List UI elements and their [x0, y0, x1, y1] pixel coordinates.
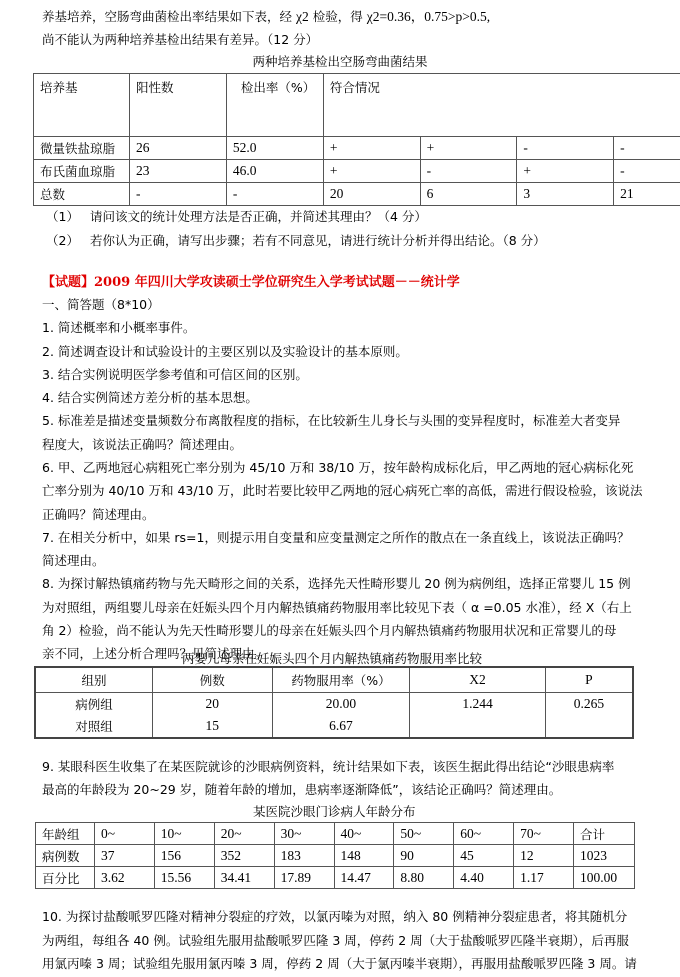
- header-cell: 组别: [35, 667, 153, 693]
- intro-line-1: [42, 8, 490, 26]
- cell: 17.89: [274, 867, 334, 889]
- cell: 1.17: [514, 867, 574, 889]
- cell: 百分比: [36, 867, 95, 889]
- cell: 3: [517, 183, 614, 206]
- subquestion-text: 若你认为正确，请写出步骤；若有不同意见，请进行统计分析并得出结论。（8 分）: [90, 233, 546, 248]
- cell: 8.80: [394, 867, 454, 889]
- intro-text-mid: 检验，得: [312, 9, 363, 24]
- header-cell: 0~: [94, 823, 154, 845]
- table-row: [34, 183, 680, 206]
- chi-square-statistic: χ2=0.36，0.75>p>0.5,: [366, 9, 491, 24]
- header-cell: 20~: [214, 823, 274, 845]
- cell: 352: [214, 845, 274, 867]
- cell: 14.47: [334, 867, 394, 889]
- table-header-row: [36, 823, 635, 845]
- table-header-row: [35, 667, 633, 693]
- cell: 46.0: [226, 160, 323, 183]
- question-9-line-1: 9. 某眼科医生收集了在某医院就诊的沙眼病例资料，统计结果如下表，该医生据此得出结论“沙眼患病率: [42, 759, 615, 774]
- cell: -: [614, 137, 680, 160]
- cell: +: [323, 137, 420, 160]
- cell: +: [323, 160, 420, 183]
- cell: 148: [334, 845, 394, 867]
- table1-caption: 两种培养基检出空肠弯曲菌结果: [252, 54, 428, 69]
- culture-medium-table: [33, 73, 680, 206]
- cell: 20: [323, 183, 420, 206]
- cell: 15: [153, 715, 272, 738]
- cell: 对照组: [75, 719, 113, 734]
- age-distribution-table: [35, 822, 635, 889]
- header-cell: 符合情况: [323, 74, 680, 137]
- question-8-line-1: 8. 为探讨解热镇痛药物与先天畸形之间的关系，选择先天性畸形婴儿 20 例为病例组，选择正常婴儿 15 例: [42, 576, 631, 591]
- cell: 6.67: [272, 715, 410, 738]
- cell: 21: [614, 183, 680, 206]
- table-row: [34, 137, 680, 160]
- section-heading: 一、简答题（8*10）: [42, 297, 160, 312]
- question-6-line-2: 亡率分别为 40/10 万和 43/10 万，此时若要比较甲乙两地的冠心病死亡率的高低，需进行假设检验，该说法: [42, 483, 643, 498]
- cell: 1023: [574, 845, 635, 867]
- intro-text: 养基培养，空肠弯曲菌检出率结果如下表，经: [42, 9, 293, 24]
- intro-line-2: 尚不能认为两种培养基检出结果有差异。（12 分）: [42, 32, 319, 47]
- cell: -: [129, 183, 226, 206]
- header-cell: 40~: [334, 823, 394, 845]
- header-cell: P: [545, 667, 633, 693]
- cell: 6: [420, 183, 517, 206]
- question-9-line-2: 最高的年龄段为 20~29 岁，随着年龄的增加，患病率逐渐降低”，该结论正确吗？简述理由。: [42, 782, 562, 797]
- cell: 37: [94, 845, 154, 867]
- table-row: [35, 693, 633, 716]
- cell: 3.62: [94, 867, 154, 889]
- header-cell: 70~: [514, 823, 574, 845]
- table-row: [34, 160, 680, 183]
- header-cell: 检出率（%）: [226, 74, 323, 137]
- cell: 布氏菌血琼脂: [34, 160, 130, 183]
- header-cell: 培养基: [34, 74, 130, 137]
- header-cell: 60~: [454, 823, 514, 845]
- question-10-line-2: 为两组，每组各 40 例。试验组先服用盐酸哌罗匹隆 3 周，停药 2 周（大于盐酸哌罗匹隆半衰期），后再服: [42, 933, 629, 948]
- cell: [410, 715, 545, 738]
- table-row: [35, 715, 633, 738]
- question-8-line-4: 亲不同，上述分析合理吗？见简述理由。: [42, 646, 268, 661]
- cell: 1.244: [410, 693, 545, 716]
- question-7-line-1: 7. 在相关分析中，如果 rs=1，则提示用自变量和应变量测定之所作的散点在一条直线上，该说法正确吗？: [42, 530, 630, 545]
- question-4: 4. 结合实例简述方差分析的基本思想。: [42, 390, 258, 405]
- header-cell: 药物服用率（%）: [272, 667, 410, 693]
- cell: -: [614, 160, 680, 183]
- header-cell: 30~: [274, 823, 334, 845]
- question-7-line-2: 简述理由。: [42, 553, 105, 568]
- table-row: [36, 845, 635, 867]
- cell: 34.41: [214, 867, 274, 889]
- cell: -: [420, 160, 517, 183]
- question-6-line-1: 6. 甲、乙两地冠心病粗死亡率分别为 45/10 万和 38/10 万，按年龄构成标化后，甲乙两地的冠心病标化死: [42, 460, 634, 475]
- cell: 微量铁盐琼脂: [34, 137, 130, 160]
- question-8-line-2: 为对照组，两组婴儿母亲在妊娠头四个月内解热镇痛药物服用率比较见下表（ α =0.05 水准），经 X（右上: [42, 600, 632, 615]
- cell: 15.56: [154, 867, 214, 889]
- subquestion-1: [46, 208, 427, 226]
- subquestion-2: [46, 232, 546, 250]
- cell: [545, 715, 633, 738]
- question-8-line-3: 角 2）检验，尚不能认为先天性畸形婴儿的母亲在妊娠头四个月内解热镇痛药物服用状况和正常婴儿的母: [42, 623, 617, 638]
- cell: +: [420, 137, 517, 160]
- question-6-line-3: 正确吗？简述理由。: [42, 507, 155, 522]
- question-3: 3. 结合实例说明医学参考值和可信区间的区别。: [42, 367, 308, 382]
- cell: 病例组: [75, 697, 113, 712]
- cell: 0.265: [545, 693, 633, 716]
- cell: 23: [129, 160, 226, 183]
- question-5-line-1: 5. 标准差是描述变量频数分布离散程度的指标，在比较新生儿身长与头围的变异程度时，标准差大者变异: [42, 413, 621, 428]
- question-10-line-3: 用氯丙嗪 3 周；试验组先服用氯丙嗪 3 周，停药 2 周（大于氯丙嗪半衰期），再服用盐酸哌罗匹隆 3 周。请: [42, 956, 637, 971]
- question-5-line-2: 程度大，该说法正确吗？简述理由。: [42, 437, 243, 452]
- exam-title: 【试题】2009 年四川大学攻读硕士学位研究生入学考试试题－－统计学: [42, 275, 460, 290]
- subquestion-text: 请问该文的统计处理方法是否正确，并简述其理由？（4 分）: [90, 209, 427, 224]
- cell: +: [517, 160, 614, 183]
- table3-caption: 某医院沙眼门诊病人年龄分布: [253, 804, 416, 819]
- cell: 183: [274, 845, 334, 867]
- table-row: [36, 867, 635, 889]
- cell: -: [517, 137, 614, 160]
- cell: 156: [154, 845, 214, 867]
- header-cell: 10~: [154, 823, 214, 845]
- header-cell: 阳性数: [129, 74, 226, 137]
- question-10-line-1: 10. 为探讨盐酸哌罗匹隆对精神分裂症的疗效，以氯丙嗪为对照，纳入 80 例精神分裂症患者，将其随机分: [42, 909, 628, 924]
- header-cell: 50~: [394, 823, 454, 845]
- table2-caption: 两婴儿母亲在妊娠头四个月内解热镇痛药物服用率比较: [182, 651, 483, 666]
- cell: 总数: [34, 183, 130, 206]
- cell: 病例数: [36, 845, 95, 867]
- cell: 20: [153, 693, 272, 716]
- table-header-row: [34, 74, 680, 137]
- subquestion-number: （2）: [46, 233, 79, 248]
- chi-square-symbol: χ2: [296, 9, 309, 24]
- cell: 100.00: [574, 867, 635, 889]
- cell: 90: [394, 845, 454, 867]
- cell: -: [226, 183, 323, 206]
- cell: 45: [454, 845, 514, 867]
- header-cell: X2: [410, 667, 545, 693]
- cell: 26: [129, 137, 226, 160]
- question-1: 1. 简述概率和小概率事件。: [42, 320, 196, 335]
- drug-usage-table: [34, 666, 634, 739]
- cell: 12: [514, 845, 574, 867]
- cell: 52.0: [226, 137, 323, 160]
- header-cell: 例数: [153, 667, 272, 693]
- question-2: 2. 简述调查设计和试验设计的主要区别以及实验设计的基本原则。: [42, 344, 408, 359]
- header-cell: 年龄组: [36, 823, 95, 845]
- cell: 4.40: [454, 867, 514, 889]
- subquestion-number: （1）: [46, 209, 79, 224]
- cell: 20.00: [272, 693, 410, 716]
- header-cell: 合计: [574, 823, 635, 845]
